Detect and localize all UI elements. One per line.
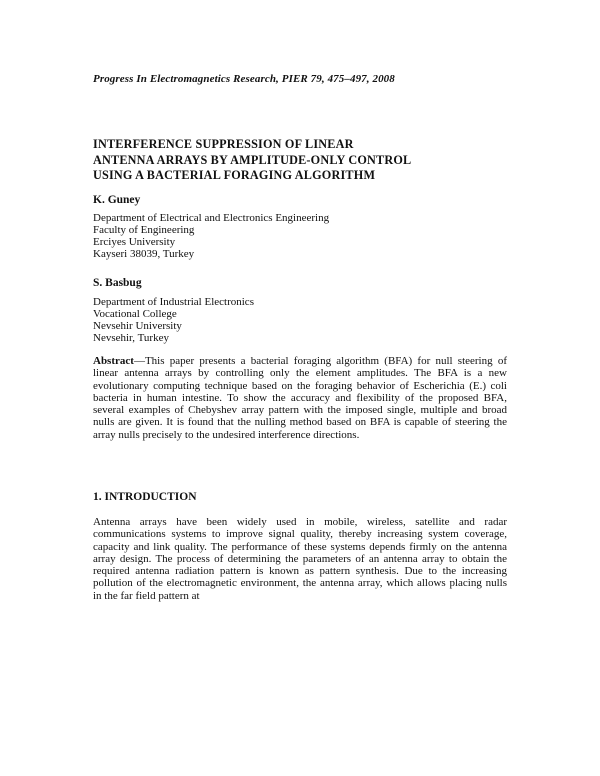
affiliation-line: Faculty of Engineering: [93, 224, 195, 236]
affiliation-line: Erciyes University: [93, 236, 176, 248]
section-heading: 1. INTRODUCTION: [93, 491, 197, 503]
title-line: INTERFERENCE SUPPRESSION OF LINEAR: [93, 137, 354, 151]
affiliation-line: Department of Electrical and Electronics Engineering: [93, 212, 330, 224]
title-line: USING A BACTERIAL FORAGING ALGORITHM: [93, 168, 376, 183]
paper-title: [93, 137, 513, 184]
journal-reference: Progress In Electromagnetics Research, PIER 79, 475–497, 2008: [93, 73, 395, 85]
abstract: [93, 355, 507, 441]
abstract-text: —This paper presents a bacterial foraging algorithm (BFA) for null steering of linear antenna arrays by controlling only the element amplitudes. The BFA is a new evolutionary computing technique based on the foraging behavior of Escherichia (E.) coli bacteria in human intestine. To show the accuracy and flexibility of the proposed BFA, several examples of Chebyshev array pattern with the imposed single, multiple and broad nulls are given. It is found that the nulling method based on BFA is capable of steering the array nulls precisely to the undesired interference directions.: [93, 355, 507, 441]
title-line: ANTENNA ARRAYS BY AMPLITUDE-ONLY CONTROL: [93, 152, 412, 167]
affiliation-line: Nevsehir, Turkey: [93, 332, 169, 344]
introduction-text: Antenna arrays have been widely used in mobile, wireless, satellite and radar communications systems to improve signal quality, thereby increasing system coverage, capacity and link quality. The performance of these systems depends firmly on the antenna array design. The process of determining the parameters of an antenna array to obtain the required antenna radiation pattern is known as pattern synthesis. Due to the increasing pollution of the electromagnetic environment, the antenna array, which allows placing nulls in the far field pattern at: [93, 516, 507, 602]
author-name-1: K. Guney: [93, 194, 141, 206]
author-affiliation-1: [93, 212, 329, 260]
author-affiliation-2: [93, 296, 254, 344]
abstract-label: Abstract: [93, 355, 134, 367]
author-name-2: S. Basbug: [93, 277, 142, 289]
affiliation-line: Nevsehir University: [93, 320, 182, 332]
affiliation-line: Department of Industrial Electronics: [93, 296, 254, 308]
affiliation-line: Kayseri 38039, Turkey: [93, 248, 195, 260]
affiliation-line: Vocational College: [93, 308, 177, 320]
